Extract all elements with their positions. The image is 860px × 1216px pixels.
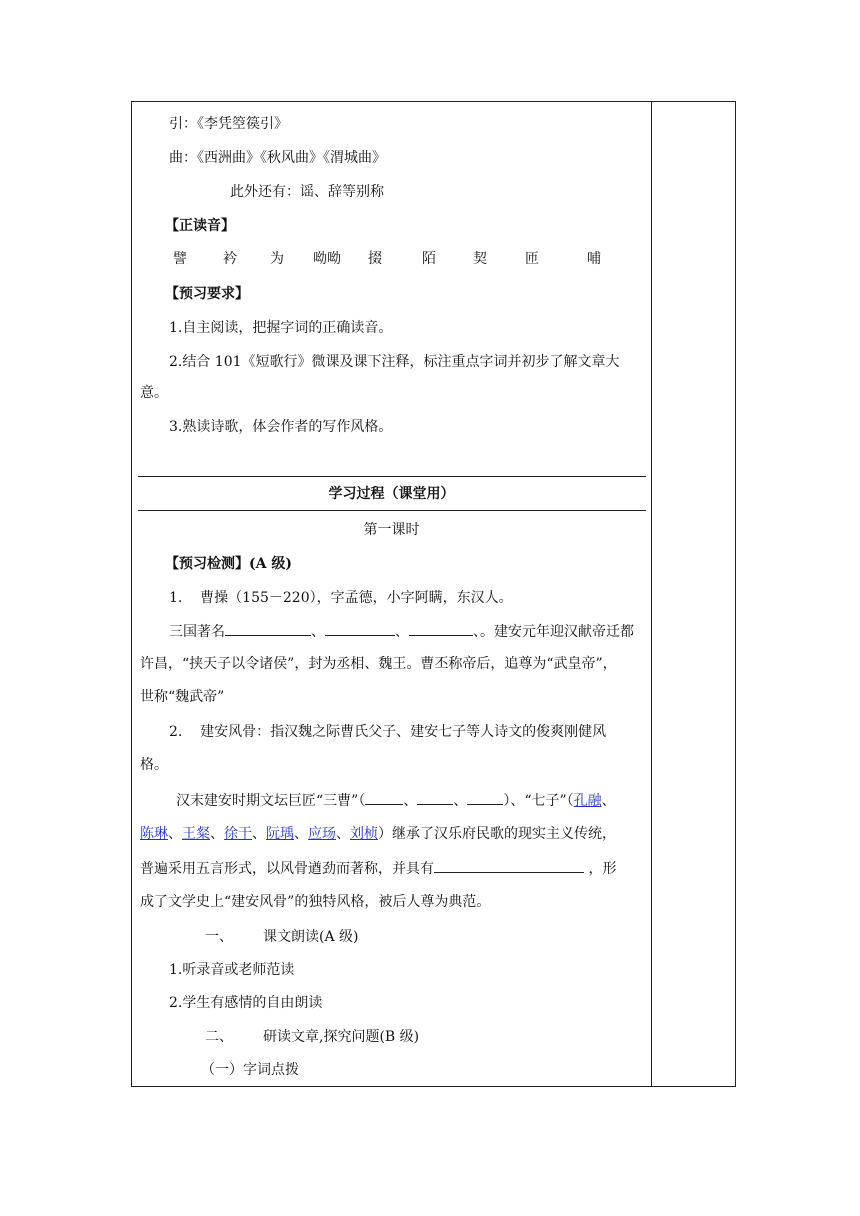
fill-blank[interactable] xyxy=(467,790,503,805)
text: 、 xyxy=(168,826,182,842)
check-item-1-line2 xyxy=(169,621,634,642)
item-number: 2. xyxy=(169,724,183,740)
text: 、 xyxy=(336,826,350,842)
text: 、 xyxy=(252,826,266,842)
text: 、 xyxy=(210,826,224,842)
intro-yin: 引：《李凭箜篌引》 xyxy=(169,116,288,132)
jianan-line1 xyxy=(176,790,616,811)
text: 、 xyxy=(403,793,418,809)
section-divider-bottom xyxy=(138,510,646,511)
text: 、 xyxy=(453,793,468,809)
reading-item: 2.学生有感情的自由朗读 xyxy=(169,995,323,1011)
item-text: 建安风骨：指汉魏之际曹氏父子、建安七子等人诗文的俊爽刚健风 xyxy=(200,724,607,740)
pron-char: 为 xyxy=(270,251,284,267)
text: 普遍采用五言形式，以风骨遒劲而著称，并具有 xyxy=(140,861,434,877)
fill-blank[interactable] xyxy=(225,621,311,636)
section-number: 一、 xyxy=(205,929,233,945)
preview-req-heading: 【预习要求】 xyxy=(165,286,249,302)
preview-req-item: 1.自主阅读，把握字词的正确读音。 xyxy=(169,320,393,336)
pron-char: 衿 xyxy=(223,251,237,267)
check-item-1 xyxy=(169,588,513,608)
pron-char: 掇 xyxy=(368,251,382,267)
text: 、 xyxy=(294,826,308,842)
link-liuzhen[interactable]: 刘桢 xyxy=(350,826,378,842)
link-wangcan[interactable]: 王粲 xyxy=(182,826,210,842)
text: 、 xyxy=(395,624,409,640)
text: ，形 xyxy=(588,861,617,877)
study-sub-heading: （一）字词点拨 xyxy=(201,1062,299,1078)
notes-column-divider xyxy=(651,102,652,1086)
pronunciation-heading: 【正读音】 xyxy=(165,218,235,234)
text: 汉末建安时期文坛巨匠“三曹”（ xyxy=(176,793,366,809)
jianan-line4: 成了文学史上“建安风骨”的独特风格，被后人尊为典范。 xyxy=(140,894,491,910)
preview-req-item: 2.结合 101《短歌行》微课及课下注释，标注重点字词并初步了解文章大 xyxy=(169,354,620,370)
fill-blank[interactable] xyxy=(409,621,473,636)
intro-qu: 曲：《西洲曲》《秋风曲》《渭城曲》 xyxy=(169,150,386,166)
section-divider-top xyxy=(138,476,646,477)
check-item-2-line2: 格。 xyxy=(140,757,168,773)
study-heading xyxy=(205,1027,419,1047)
pron-char: 譬 xyxy=(173,251,187,267)
text: 、 xyxy=(311,624,325,640)
fill-blank[interactable] xyxy=(434,858,584,873)
check-heading-text: 【预习检测】(A 级) xyxy=(165,556,292,572)
section-title: 课文朗读(A 级) xyxy=(263,929,359,945)
section-number: 二、 xyxy=(205,1029,233,1045)
lesson-table xyxy=(131,101,736,1087)
text: ）、“七子”（ xyxy=(503,793,574,809)
fill-blank[interactable] xyxy=(365,790,403,805)
intro-other: 此外还有：谣、辞等别称 xyxy=(230,184,384,200)
check-item-1-line4: 世称“魏武帝” xyxy=(140,689,225,705)
check-heading xyxy=(165,554,292,574)
section-title: 研读文章,探究问题(B 级) xyxy=(263,1029,420,1045)
item-number: 1. xyxy=(169,590,183,606)
process-title: 学习过程（课堂用） xyxy=(328,486,455,502)
fill-blank[interactable] xyxy=(325,621,395,636)
text: ）继承了汉乐府民歌的现实主义传统， xyxy=(378,826,616,842)
jianan-line3 xyxy=(140,858,616,879)
link-xugan[interactable]: 徐干 xyxy=(224,826,252,842)
preview-req-item: 3.熟读诗歌，体会作者的写作风格。 xyxy=(169,419,393,435)
link-chenlin[interactable]: 陈琳 xyxy=(140,826,168,842)
check-item-2 xyxy=(169,722,606,742)
fill-blank[interactable] xyxy=(417,790,453,805)
text: 、。建安元年迎汉献帝迁都 xyxy=(473,624,634,640)
text: 、 xyxy=(601,793,616,809)
lesson-content-cell xyxy=(132,102,651,1086)
link-ruanyu[interactable]: 阮瑀 xyxy=(266,826,294,842)
link-kongrong[interactable]: 孔融 xyxy=(573,793,602,809)
check-item-1-line3: 许昌，“挟天子以令诸侯”，封为丞相、魏王。曹丕称帝后，追尊为“武皇帝”， xyxy=(140,656,617,672)
pron-char: 呦呦 xyxy=(313,251,341,267)
reading-item: 1.听录音或老师范读 xyxy=(169,962,295,978)
pron-char: 契 xyxy=(473,251,487,267)
link-yingyang[interactable]: 应玚 xyxy=(308,826,336,842)
pron-char: 陌 xyxy=(422,251,436,267)
item-text: 曹操（155－220），字孟德，小字阿瞒，东汉人。 xyxy=(200,590,513,606)
preview-req-item: 意。 xyxy=(140,385,168,401)
pron-char: 哺 xyxy=(587,251,601,267)
pron-char: 匝 xyxy=(525,251,539,267)
reading-heading xyxy=(205,927,358,947)
jianan-line2 xyxy=(140,824,616,844)
lesson-label: 第一课时 xyxy=(363,522,420,538)
text: 三国著名 xyxy=(169,624,225,640)
